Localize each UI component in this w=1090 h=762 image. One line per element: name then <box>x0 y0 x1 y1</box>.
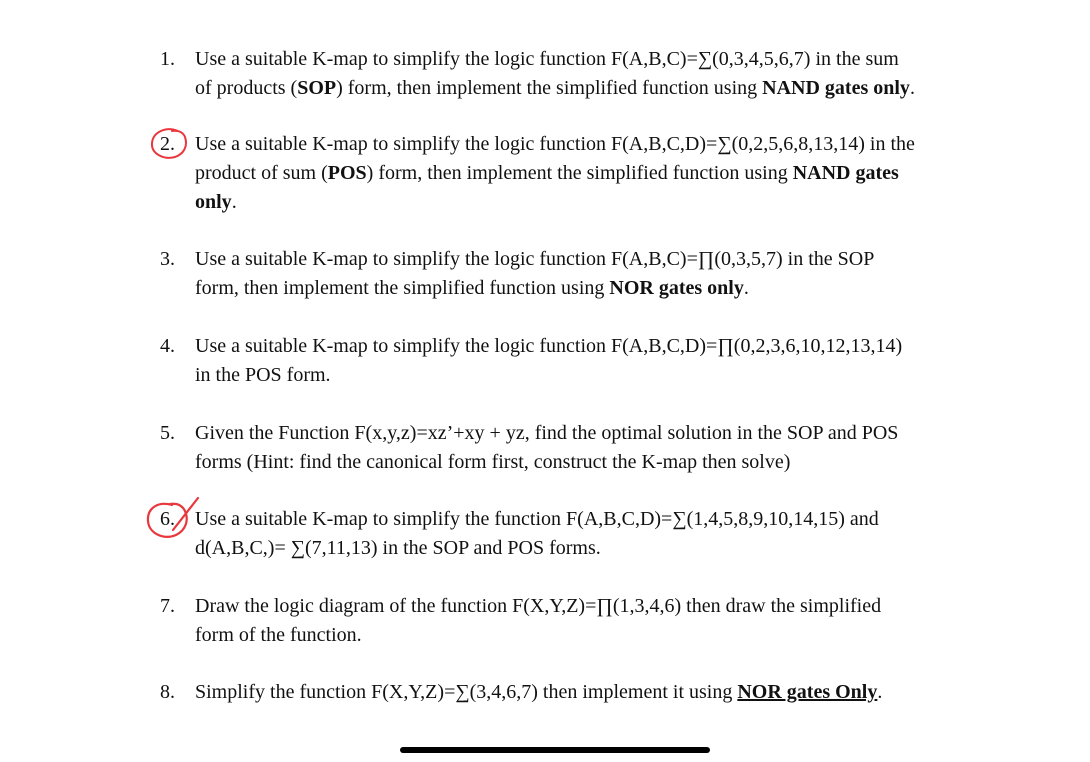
bold-run: NAND gates <box>792 162 899 184</box>
text-run: form of the function. <box>195 624 362 646</box>
question-number: 3. <box>160 248 175 270</box>
text-run: Use a suitable K-map to simplify the function F(A,B,C,D)=∑(1,4,5,8,9,10,14,15) and <box>195 508 879 530</box>
question-text <box>195 130 990 217</box>
bold-underline-run: NOR gates Only <box>737 681 878 703</box>
question-text <box>195 245 990 303</box>
text-run: . <box>231 191 237 213</box>
text-run: in the POS form. <box>195 364 331 386</box>
home-indicator-bar[interactable] <box>400 747 710 753</box>
question-text <box>195 678 990 707</box>
question-5 <box>160 419 990 477</box>
question-8 <box>160 678 990 707</box>
text-run: of products ( <box>195 77 298 99</box>
text-run: form, then implement the simplified function using <box>195 277 610 299</box>
bold-run: NOR gates only <box>609 277 744 299</box>
text-run: d(A,B,C,)= ∑(7,11,13) in the SOP and POS forms. <box>195 537 601 559</box>
text-run: . <box>909 77 915 99</box>
bold-run: only <box>195 191 232 213</box>
question-number: 7. <box>160 595 175 617</box>
text-run: Simplify the function F(X,Y,Z)=∑(3,4,6,7) then implement it using <box>195 681 738 703</box>
question-number: 1. <box>160 48 175 70</box>
text-run: forms (Hint: find the canonical form first, construct the K-map then solve) <box>195 451 791 473</box>
question-text <box>195 419 990 477</box>
question-7 <box>160 592 990 650</box>
text-run: . <box>877 681 883 703</box>
question-3 <box>160 245 990 303</box>
question-number: 8. <box>160 681 175 703</box>
bold-run: POS <box>327 162 367 184</box>
question-2 <box>160 130 990 217</box>
question-number: 6. <box>160 508 175 530</box>
text-run: Use a suitable K-map to simplify the logic function F(A,B,C)=∏(0,3,5,7) in the SOP <box>195 248 875 270</box>
question-4 <box>160 332 990 390</box>
question-text <box>195 592 990 650</box>
text-run: . <box>743 277 749 299</box>
question-number: 4. <box>160 335 175 357</box>
text-run: Use a suitable K-map to simplify the logic function F(A,B,C,D)=∏(0,2,3,6,10,12,13,14) <box>195 335 903 357</box>
text-run: ) form, then implement the simplified function using <box>336 77 763 99</box>
text-run: Use a suitable K-map to simplify the logic function F(A,B,C,D)=∑(0,2,5,6,8,13,14) in the <box>195 133 915 155</box>
question-text <box>195 505 990 563</box>
bold-run: NAND gates only <box>762 77 910 99</box>
text-run: product of sum ( <box>195 162 328 184</box>
text-run: Draw the logic diagram of the function F(X,Y,Z)=∏(1,3,4,6) then draw the simplified <box>195 595 882 617</box>
question-number: 2. <box>160 133 175 155</box>
question-text <box>195 45 990 103</box>
question-text <box>195 332 990 390</box>
bold-run: SOP <box>297 77 337 99</box>
text-run: ) form, then implement the simplified function using <box>366 162 793 184</box>
text-run: Given the Function F(x,y,z)=xz’+xy + yz, find the optimal solution in the SOP and POS <box>195 422 899 444</box>
question-number: 5. <box>160 422 175 444</box>
question-1 <box>160 45 990 103</box>
text-run: Use a suitable K-map to simplify the logic function F(A,B,C)=∑(0,3,4,5,6,7) in the sum <box>195 48 899 70</box>
question-6 <box>160 505 990 563</box>
